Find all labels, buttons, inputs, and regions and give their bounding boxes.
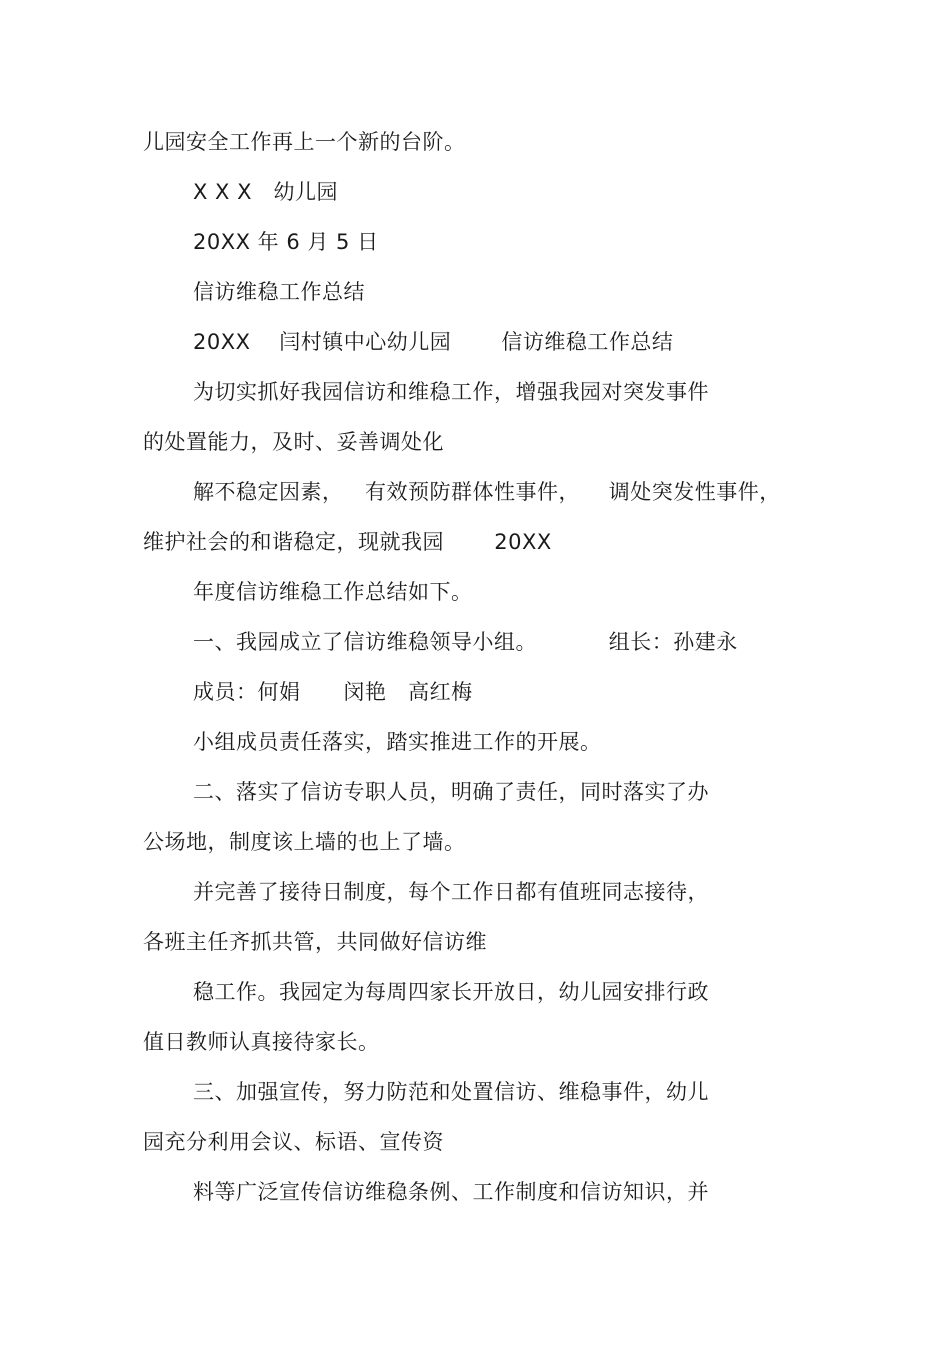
text-line: 20XX 年 6 月 5 日 (193, 230, 379, 254)
text-line: 信访维稳工作总结 (193, 280, 365, 304)
text-line: 公场地，制度该上墙的也上了墙。 (143, 830, 466, 854)
text-line: 的处置能力，及时、妥善调处化 (143, 430, 444, 454)
text-line: 三、加强宣传，努力防范和处置信访、维稳事件，幼儿 (193, 1080, 709, 1104)
text-line: 稳工作。我园定为每周四家长开放日，幼儿园安排行政 (193, 980, 709, 1004)
text-line: 园充分利用会议、标语、宣传资 (143, 1130, 444, 1154)
text-line: 为切实抓好我园信访和维稳工作，增强我园对突发事件 (193, 380, 709, 404)
text-line: 料等广泛宣传信访维稳条例、工作制度和信访知识，并 (193, 1180, 709, 1204)
text-line: 并完善了接待日制度，每个工作日都有值班同志接待， (193, 880, 709, 904)
text-line: 一、我园成立了信访维稳领导小组。 组长：孙建永 (193, 630, 738, 654)
text-line: 值日教师认真接待家长。 (143, 1030, 380, 1054)
text-line: 儿园安全工作再上一个新的台阶。 (143, 130, 466, 154)
text-line: 成员：何娟 闵艳 高红梅 (193, 680, 473, 704)
text-line: 20XX 闫村镇中心幼儿园 信访维稳工作总结 (193, 330, 674, 354)
text-line: 解不稳定因素， 有效预防群体性事件， 调处突发性事件， (193, 480, 781, 504)
text-line: 年度信访维稳工作总结如下。 (193, 580, 473, 604)
text-line: X X X 幼儿园 (193, 180, 339, 204)
text-line: 维护社会的和谐稳定，现就我园 20XX (143, 530, 552, 554)
text-line: 二、落实了信访专职人员，明确了责任，同时落实了办 (193, 780, 709, 804)
text-line: 小组成员责任落实，踏实推进工作的开展。 (193, 730, 602, 754)
text-line: 各班主任齐抓共管，共同做好信访维 (143, 930, 487, 954)
